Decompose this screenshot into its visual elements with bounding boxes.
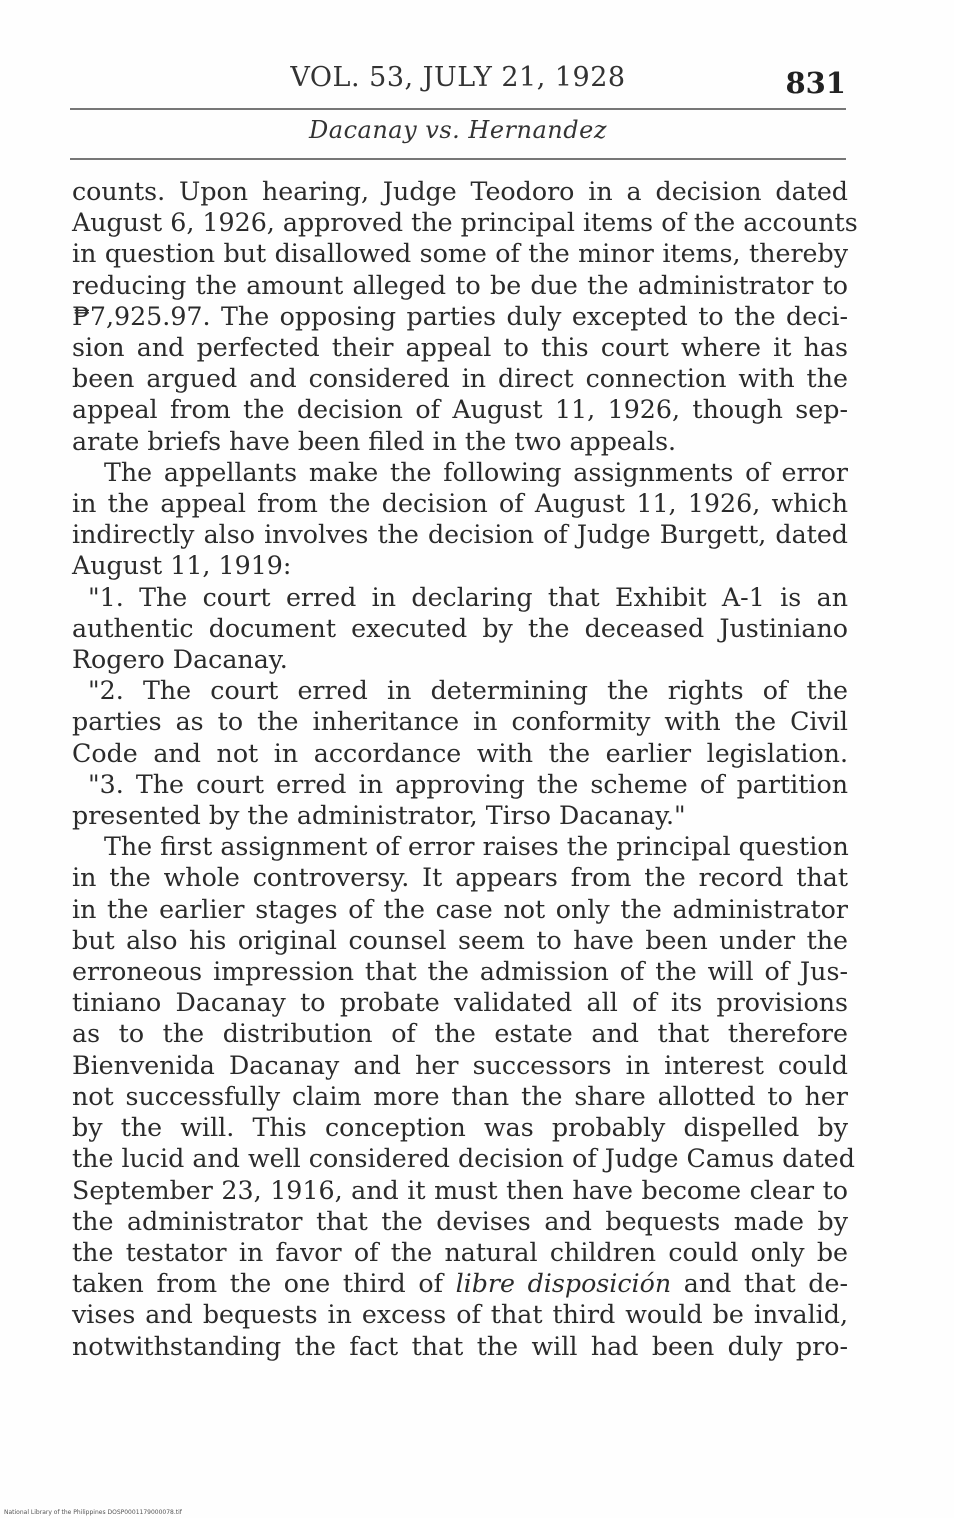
text-line: but also his original counsel seem to have been under the — [72, 925, 848, 955]
text-line: "1. The court erred in declaring that Exhibit A-1 is an — [88, 582, 848, 612]
text-line: in the appeal from the decision of August 11, 1926, which — [72, 489, 848, 519]
text-line: erroneous impression that the admission of the will of Jus- — [72, 957, 848, 987]
header-rule-bottom — [70, 158, 846, 160]
running-head — [70, 58, 846, 98]
text-line: ₱7,925.97. The opposing parties duly excepted to the deci- — [72, 301, 848, 331]
text-line-mixed — [72, 1268, 848, 1299]
text-line: in question but disallowed some of the minor items, thereby — [72, 239, 848, 269]
text-line: September 23, 1916, and it must then have become clear to — [72, 1175, 848, 1205]
text-line: the lucid and well considered decision of Judge Camus dated — [72, 1144, 855, 1174]
text-line: Rogero Dacanay. — [72, 645, 288, 675]
text-line: presented by the administrator, Tirso Dacanay." — [72, 801, 686, 831]
text-line: Bienvenida Dacanay and her successors in interest could — [72, 1050, 848, 1080]
text-line: the testator in favor of the natural children could only be — [72, 1237, 848, 1267]
text-line: as to the distribution of the estate and that therefore — [72, 1019, 848, 1049]
case-title: Dacanay vs. Hernandez — [309, 116, 607, 144]
italic-phrase: libre disposición — [455, 1269, 672, 1299]
text-line: August 11, 1919: — [72, 551, 292, 581]
text-line: in the earlier stages of the case not only the administrator — [72, 894, 848, 924]
text-line: The appellants make the following assignments of error — [104, 457, 848, 487]
text-line: vises and bequests in excess of that third would be invalid, — [72, 1300, 848, 1330]
header-rule-top — [70, 108, 846, 110]
volume-date-line: VOL. 53, JULY 21, 1928 — [290, 62, 626, 93]
text-segment: taken from the one third of — [72, 1269, 443, 1299]
body-text — [72, 176, 858, 1362]
text-line: in the whole controversy. It appears from the record that — [72, 863, 848, 893]
text-line: authentic document executed by the deceased Justiniano — [72, 613, 848, 643]
page-number: 831 — [785, 66, 846, 100]
text-line: notwithstanding the fact that the will had been duly pro- — [72, 1331, 848, 1361]
text-line: "2. The court erred in determining the rights of the — [88, 676, 848, 706]
text-line: been argued and considered in direct connection with the — [72, 364, 848, 394]
text-line: reducing the amount alleged to be due the administrator to — [72, 270, 848, 300]
text-line: appeal from the decision of August 11, 1926, though sep- — [72, 395, 848, 425]
text-line: The first assignment of error raises the principal question — [104, 832, 849, 862]
text-line: tiniano Dacanay to probate validated all of its provisions — [72, 988, 848, 1018]
text-line: parties as to the inheritance in conformity with the Civil — [72, 707, 848, 737]
text-line: Code and not in accordance with the earlier legislation. — [72, 738, 848, 768]
scan-footer: National Library of the Philippines DOSP0001179000078.tif — [4, 1509, 182, 1516]
text-segment: and that de- — [683, 1269, 848, 1299]
text-line: "3. The court erred in approving the scheme of partition — [88, 769, 848, 799]
text-line: not successfully claim more than the share allotted to her — [72, 1081, 848, 1111]
text-line: sion and perfected their appeal to this court where it has — [72, 333, 848, 363]
text-line: indirectly also involves the decision of Judge Burgett, dated — [72, 520, 848, 550]
text-line: by the will. This conception was probably dispelled by — [72, 1113, 848, 1143]
text-line: counts. Upon hearing, Judge Teodoro in a decision dated — [72, 177, 848, 206]
text-line: arate briefs have been filed in the two appeals. — [72, 426, 677, 456]
text-line: August 6, 1926, approved the principal items of the accounts — [72, 208, 858, 238]
text-line: the administrator that the devises and bequests made by — [72, 1206, 848, 1236]
